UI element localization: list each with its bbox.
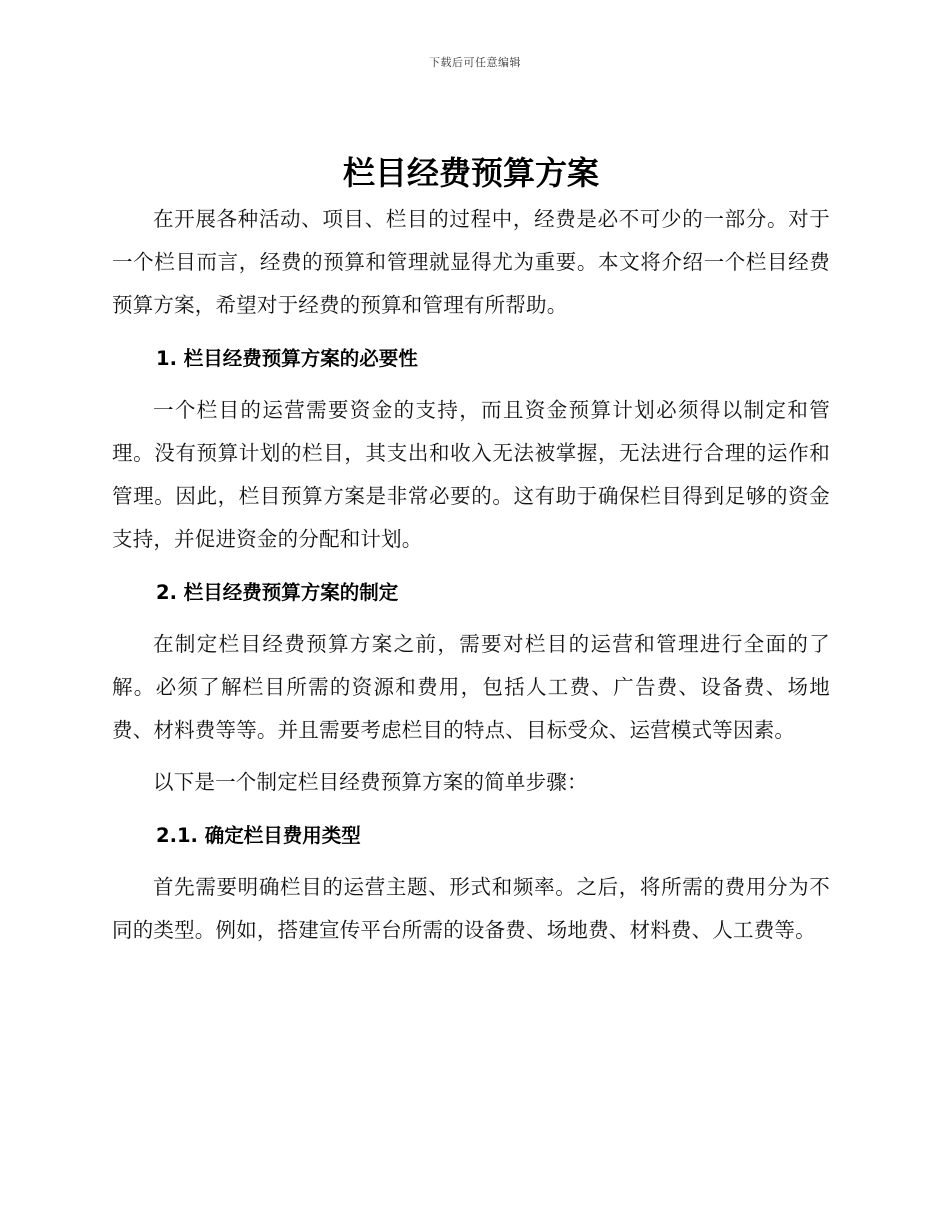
spacer: [112, 561, 830, 571]
section-2-steps-intro: 以下是一个制定栏目经费预算方案的简单步骤：: [153, 770, 588, 794]
intro-paragraph: 在开展各种活动、项目、栏目的过程中，经费是必不可少的一部分。对于一个栏目而言，经费的预算和管理就显得尤为重要。本文将介绍一个栏目经费预算方案，希望对于经费的预算和管理有所帮助。: [112, 207, 830, 317]
spacer: [112, 752, 830, 761]
header-note: 下载后可任意编辑: [429, 56, 521, 69]
section-1-heading: 1. 栏目经费预算方案的必要性: [156, 347, 418, 370]
section-1-paragraph: 一个栏目的运营需要资金的支持，而且资金预算计划必须得以制定和管理。没有预算计划的栏目，其支出和收入无法被掌握，无法进行合理的运作和管理。因此，栏目预算方案是非常必要的。这有助于确保栏目得到足够的资金支持，并促进资金的分配和计划。: [112, 398, 830, 551]
section-2-1-heading: 2.1. 确定栏目费用类型: [156, 824, 361, 847]
section-2-heading: 2. 栏目经费预算方案的制定: [156, 581, 399, 604]
spacer: [112, 804, 830, 814]
section-2-paragraph: 在制定栏目经费预算方案之前，需要对栏目的运营和管理进行全面的了解。必须了解栏目所需的资源和费用，包括人工费、广告费、设备费、场地费、材料费等等。并且需要考虑栏目的特点、目标受众、运营模式等因素。: [112, 632, 830, 742]
section-2-1-paragraph: 首先需要明确栏目的运营主题、形式和频率。之后，将所需的费用分为不同的类型。例如，搭建宣传平台所需的设备费、场地费、材料费、人工费等。: [112, 875, 830, 942]
spacer: [112, 857, 830, 866]
document-body: [112, 150, 830, 952]
document-title: 栏目经费预算方案: [342, 154, 599, 192]
spacer: [112, 614, 830, 623]
spacer: [112, 380, 830, 389]
spacer: [112, 327, 830, 337]
